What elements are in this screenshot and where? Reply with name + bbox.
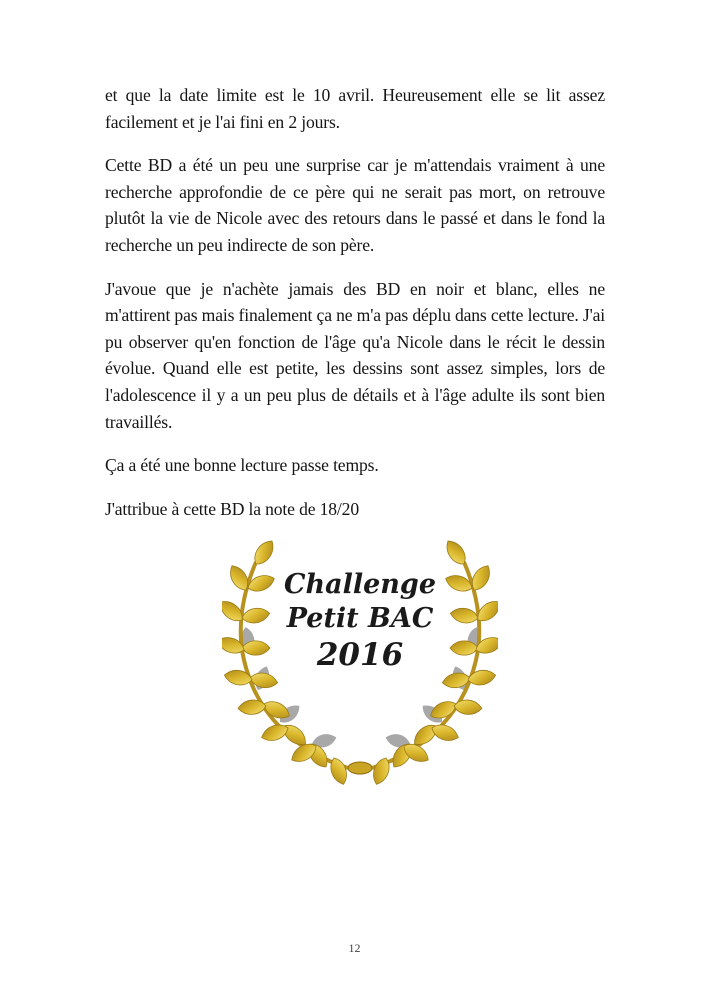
- badge-title-line1: Challenge: [284, 569, 436, 600]
- page-number: 12: [348, 941, 361, 955]
- badge-year: 2016: [316, 637, 404, 673]
- paragraph-1: et que la date limite est le 10 avril. Heureusement elle se lit assez facilement et je l'ai fini en 2 jours.: [105, 85, 605, 132]
- badge-caption: [222, 568, 498, 674]
- paragraph-4: Ça a été une bonne lecture passe temps.: [105, 455, 379, 476]
- badge-title-line2: Petit BAC: [286, 603, 434, 634]
- paragraph-3: J'avoue que je n'achète jamais des BD en noir et blanc, elles ne m'attirent pas mais finalement ça ne m'a pas déplu dans cette lecture. J'ai pu observer qu'en fonction de l'âge qu'a Nicole dans le récit le dessin évolue. Quand elle est petite, les dessins sont assez simples, lors de l'adolescence il y a un peu plus de détails et à l'âge adulte ils sont bien travaillés.: [105, 278, 605, 432]
- document-body: [105, 82, 605, 539]
- challenge-badge: [222, 540, 498, 785]
- paragraph-5-rating: J'attribue à cette BD la note de 18/20: [105, 498, 359, 519]
- paragraph-2: Cette BD a été un peu une surprise car je m'attendais vraiment à une recherche approfondie de ce père qui ne serait pas mort, on retrouve plutôt la vie de Nicole avec des retours dans le passé et dans le fond la recherche un peu indirecte de son père.: [105, 155, 605, 255]
